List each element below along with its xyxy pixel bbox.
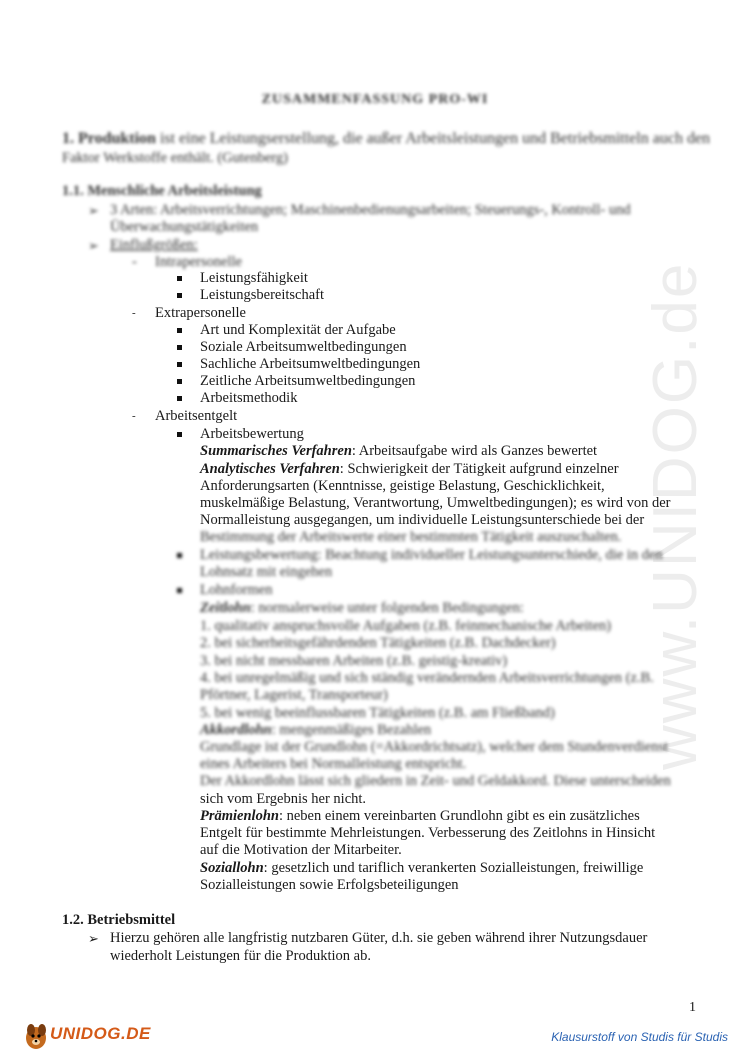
watermark: www.UNIDOG.de <box>641 261 710 770</box>
analytisch-line-5: Bestimmung der Arbeitswerte einer bestimmten Tätigkeit auszuschalten. <box>200 529 622 545</box>
list-item: 3. bei nicht messbaren Arbeiten (z.B. geistig-kreativ) <box>200 653 508 669</box>
extrapersonelle-label: Extrapersonelle <box>155 305 246 321</box>
list-item: Leistungsbereitschaft <box>200 287 325 303</box>
intro-line-2: Faktor Werkstoffe enthält. (Gutenberg) <box>62 150 288 166</box>
square-bullet-icon <box>177 426 182 443</box>
analytisch-line-2: Anforderungsarten (Kenntnisse, geistige Belastung, Geschicklichkeit, <box>200 478 605 494</box>
leistungsbewertung-line-1: Leistungsbewertung: Beachtung individueller Leistungsunterschiede, die in den <box>200 547 663 563</box>
page-title: ZUSAMMENFASSUNG PRO-WI <box>261 92 489 107</box>
betriebsmittel-line-2: wiederholt Leistungen für die Produktion ab. <box>110 948 371 964</box>
dash-bullet: - <box>132 410 136 422</box>
intro-text: ist eine Leistungserstellung, die außer Arbeitsleistungen und Betriebsmitteln auch den <box>159 130 711 147</box>
list-item: 4. bei unregelmäßig und sich ständig verändernden Arbeitsverrichtungen (z.B. <box>200 670 654 686</box>
arrow-bullet-icon: ➢ <box>88 203 99 218</box>
praemienlohn-text: : neben einem vereinbarten Grundlohn gibt es ein zusätzliches <box>278 808 640 824</box>
akkordlohn-line-4: Der Akkordlohn lässt sich gliedern in Zeit- und Geldakkord. Diese unterscheiden <box>200 773 671 789</box>
akkordlohn-text: : mengenmäßiges Bezahlen <box>271 722 432 738</box>
praemienlohn-label: Prämienlohn <box>200 808 279 824</box>
summarisch-label: Summarisches Verfahren <box>200 443 352 459</box>
analytisch-line-4: Normalleistung ausgegangen, um individuelle Leistungsunterschiede bei der <box>200 512 645 528</box>
analytisch-label: Analytisches Verfahren <box>200 461 340 477</box>
intrapersonelle-label: Intrapersonelle <box>155 254 242 270</box>
list-item: Leistungsfähigkeit <box>200 270 308 286</box>
arten-line-1: 3 Arten: Arbeitsverrichtungen; Maschinenbedienungsarbeiten; Steuerungs-, Kontroll- und <box>110 202 631 218</box>
square-bullet-icon <box>177 339 182 356</box>
analytisch-line <box>200 461 619 478</box>
arten-line-2: Überwachungstätigkeiten <box>110 219 259 235</box>
akkordlohn-label: Akkordlohn <box>200 722 272 738</box>
arbeitsentgelt-label: Arbeitsentgelt <box>155 408 238 424</box>
intro-line-1 <box>62 130 710 147</box>
soziallohn-line <box>200 860 643 877</box>
dash-bullet: - <box>132 307 136 319</box>
betriebsmittel-line-1: Hierzu gehören alle langfristig nutzbaren Güter, d.h. sie geben während ihrer Nutzungsdauer <box>110 930 648 946</box>
square-bullet-icon <box>177 270 182 287</box>
arrow-bullet-icon: ➢ <box>88 238 99 253</box>
section-heading-1-2: 1.2. Betriebsmittel <box>62 912 176 928</box>
einflussgroessen-label: Einflußgrößen: <box>110 237 198 253</box>
zeitlohn-label: Zeitlohn <box>200 600 251 616</box>
list-item: 2. bei sicherheitsgefährdenden Tätigkeiten (z.B. Dachdecker) <box>200 635 556 651</box>
akkordlohn-line <box>200 722 431 739</box>
list-item: 5. bei wenig beeinflussbaren Tätigkeiten (z.B. am Fließband) <box>200 705 555 721</box>
akkordlohn-line-5: sich vom Ergebnis her nicht. <box>200 791 367 807</box>
praemienlohn-line <box>200 808 640 825</box>
summarisch-text: : Arbeitsaufgabe wird als Ganzes bewertet <box>351 443 598 459</box>
praemienlohn-line-3: auf die Motivation der Mitarbeiter. <box>200 842 402 858</box>
list-item: Arbeitsmethodik <box>200 390 298 406</box>
arrow-bullet-icon: ➢ <box>88 931 99 946</box>
leistungsbewertung-line-2: Lohnsatz mit eingehen <box>200 564 333 580</box>
zeitlohn-text: : normalerweise unter folgenden Bedingungen: <box>250 600 524 616</box>
lohnformen-label: Lohnformen <box>200 582 273 598</box>
akkordlohn-line-2: Grundlage ist der Grundlohn (=Akkordrichtsatz), welcher dem Stundenverdienst <box>200 739 669 755</box>
square-bullet-icon <box>177 356 182 373</box>
soziallohn-line-2: Sozialleistungen sowie Erfolgsbeteiligungen <box>200 877 459 893</box>
footer-tagline: Klausurstoff von Studis für Studis <box>551 1030 728 1044</box>
list-item: 1. qualitativ anspruchsvolle Aufgaben (z.B. feinmechanische Arbeiten) <box>200 618 612 634</box>
soziallohn-text: : gesetzlich und tariflich verankerten Sozialleistungen, freiwillige <box>263 860 644 876</box>
list-item: Arbeitsbewertung <box>200 426 304 442</box>
square-bullet-icon <box>177 547 182 564</box>
zeitlohn-line <box>200 600 524 617</box>
akkordlohn-line-3: eines Arbeiters bei Normalleistung entspricht. <box>200 756 467 772</box>
list-item: Pförtner, Lagerist, Transporteur) <box>200 687 388 703</box>
list-item: Zeitliche Arbeitsumweltbedingungen <box>200 373 416 389</box>
soziallohn-label: Soziallohn <box>200 860 264 876</box>
dash-bullet: - <box>132 254 137 270</box>
square-bullet-icon <box>177 390 182 407</box>
analytisch-line-3: muskelmäßige Belastung, Verantwortung, Umweltbedingungen); es wird von der <box>200 495 671 511</box>
logo-text: UNIDOG.DE <box>50 1024 151 1043</box>
intro-head: 1. Produktion <box>62 130 156 147</box>
summarisch-line <box>200 443 597 460</box>
square-bullet-icon <box>177 582 182 599</box>
page-number: 1 <box>689 1000 696 1015</box>
section-heading-1-1: 1.1. Menschliche Arbeitsleistung <box>62 183 262 199</box>
list-item: Art und Komplexität der Aufgabe <box>200 322 396 338</box>
list-item: Sachliche Arbeitsumweltbedingungen <box>200 356 421 372</box>
analytisch-text: : Schwierigkeit der Tätigkeit aufgrund einzelner <box>339 461 619 477</box>
praemienlohn-line-2: Entgelt für bestimmte Mehrleistungen. Verbesserung des Zeitlohns in Hinsicht <box>200 825 656 841</box>
square-bullet-icon <box>177 322 182 339</box>
square-bullet-icon <box>177 373 182 390</box>
square-bullet-icon <box>177 287 182 304</box>
list-item: Soziale Arbeitsumweltbedingungen <box>200 339 407 355</box>
